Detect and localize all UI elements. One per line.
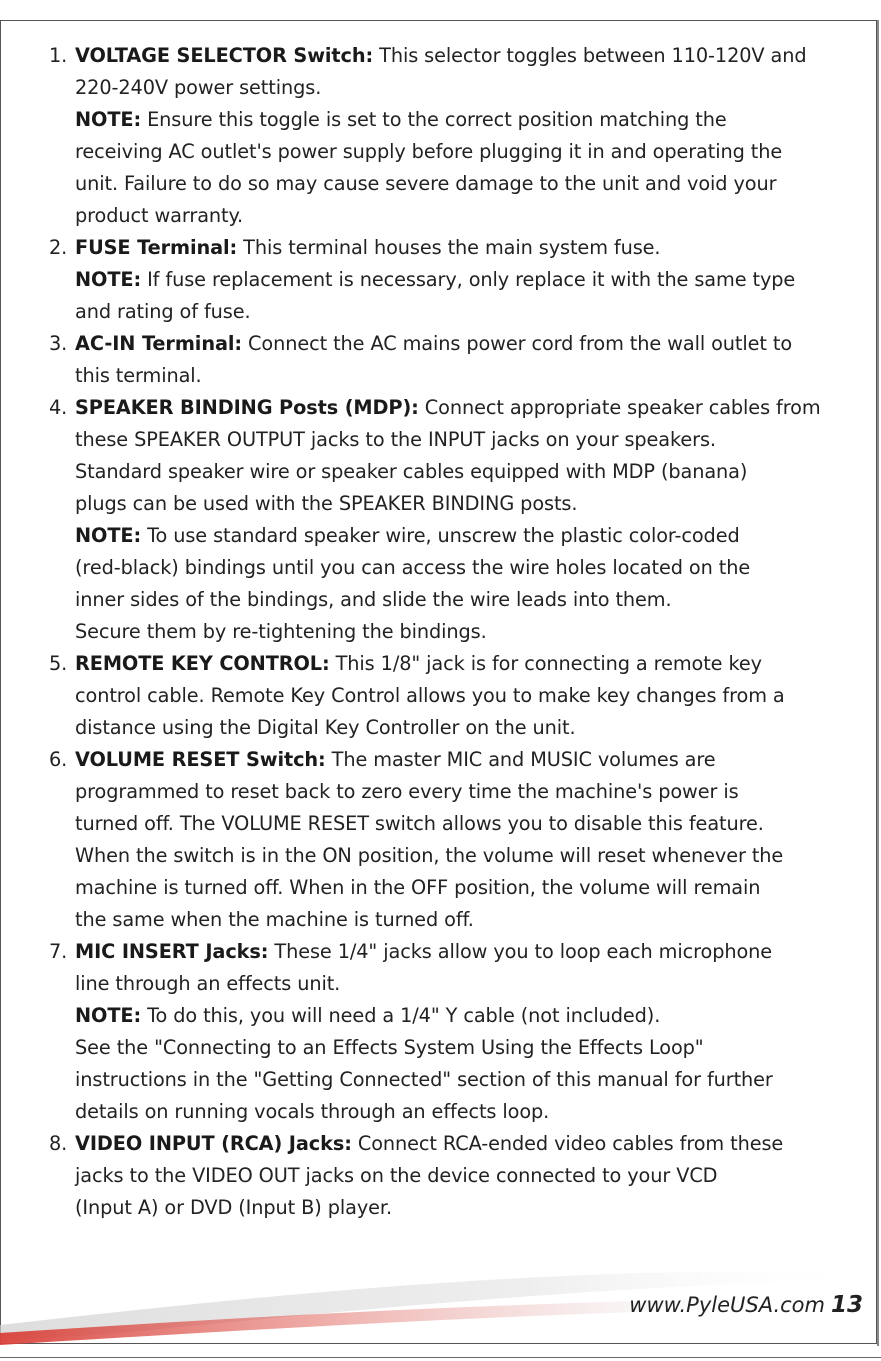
page-number: 13: [830, 1292, 863, 1318]
item-number: 3.: [49, 332, 68, 355]
list-item: [44, 936, 844, 1128]
item-heading: VOLTAGE SELECTOR Switch:: [75, 44, 374, 67]
item-text-line: Connect appropriate speaker cables from: [418, 396, 821, 419]
bottom-rule: [0, 1357, 881, 1358]
note-text-line: product warranty.: [75, 204, 244, 227]
frame-shadow: [877, 20, 879, 1346]
note-text-line: receiving AC outlet's power supply before plugging it in and operating the: [75, 140, 783, 163]
note: [75, 1000, 844, 1032]
item-number: 5.: [49, 652, 68, 675]
item-text-line: distance using the Digital Key Controller on the unit.: [75, 716, 576, 739]
note-text-line: To use standard speaker wire, unscrew the plastic color-coded: [141, 524, 740, 547]
item-heading: AC-IN Terminal:: [75, 332, 242, 355]
item-text-line: this terminal.: [75, 364, 202, 387]
list-item: [44, 744, 844, 936]
note-label: NOTE:: [75, 524, 142, 547]
item-text-line: control cable. Remote Key Control allows you to make key changes from a: [75, 684, 785, 707]
note-text-line: To do this, you will need a 1/4" Y cable (not included).: [141, 1004, 661, 1027]
item-text-line: Standard speaker wire or speaker cables equipped with MDP (banana): [75, 460, 748, 483]
item-text-line: details on running vocals through an effects loop.: [75, 1100, 550, 1123]
item-text-line: programmed to reset back to zero every time the machine's power is: [75, 780, 739, 803]
item-text-line: This selector toggles between 110-120V and: [373, 44, 807, 67]
note-text-line: (red-black) bindings until you can access the wire holes located on the: [75, 556, 751, 579]
item-heading: MIC INSERT Jacks:: [75, 940, 269, 963]
item-text-line: These 1/4" jacks allow you to loop each microphone: [268, 940, 773, 963]
note-text-line: inner sides of the bindings, and slide the wire leads into them.: [75, 588, 672, 611]
note-text-line: Secure them by re-tightening the bindings.: [75, 620, 487, 643]
item-text-line: instructions in the "Getting Connected" section of this manual for further: [75, 1068, 773, 1091]
item-text-line: turned off. The VOLUME RESET switch allows you to disable this feature.: [75, 812, 764, 835]
item-text-line: these SPEAKER OUTPUT jacks to the INPUT jacks on your speakers.: [75, 428, 716, 451]
item-text-line: When the switch is in the ON position, the volume will reset whenever the: [75, 844, 784, 867]
item-text-line: plugs can be used with the SPEAKER BINDING posts.: [75, 492, 578, 515]
list-item: [44, 1128, 844, 1224]
item-text-line: Connect RCA-ended video cables from these: [351, 1132, 784, 1155]
item-text-line: 220-240V power settings.: [75, 76, 322, 99]
item-text-line: The master MIC and MUSIC volumes are: [325, 748, 716, 771]
item-text-line: This terminal houses the main system fuse.: [237, 236, 661, 259]
item-text-line: machine is turned off. When in the OFF position, the volume will remain: [75, 876, 761, 899]
note-text-line: If fuse replacement is necessary, only replace it with the same type: [141, 268, 796, 291]
note-text-line: Ensure this toggle is set to the correct position matching the: [141, 108, 727, 131]
item-text-line: line through an effects unit.: [75, 972, 341, 995]
note-label: NOTE:: [75, 1004, 142, 1027]
item-heading: SPEAKER BINDING Posts (MDP):: [75, 396, 419, 419]
item-number: 8.: [49, 1132, 68, 1155]
item-number: 4.: [49, 396, 68, 419]
item-number: 6.: [49, 748, 68, 771]
note-label: NOTE:: [75, 108, 142, 131]
note: [75, 104, 844, 232]
item-text-line: the same when the machine is turned off.: [75, 908, 474, 931]
item-text-line: This 1/8" jack is for connecting a remote key: [329, 652, 762, 675]
page-content: [44, 40, 844, 1224]
item-text-line: jacks to the VIDEO OUT jacks on the device connected to your VCD: [75, 1164, 718, 1187]
note-text-line: unit. Failure to do so may cause severe damage to the unit and void your: [75, 172, 777, 195]
item-number: 2.: [49, 236, 68, 259]
note: [75, 520, 844, 648]
item-heading: VIDEO INPUT (RCA) Jacks:: [75, 1132, 352, 1155]
item-heading: FUSE Terminal:: [75, 236, 238, 259]
note-text-line: and rating of fuse.: [75, 300, 251, 323]
item-text-line: See the "Connecting to an Effects System Using the Effects Loop": [75, 1036, 704, 1059]
note: [75, 264, 844, 328]
list-item: [44, 328, 844, 392]
item-heading: VOLUME RESET Switch:: [75, 748, 326, 771]
item-number: 7.: [49, 940, 68, 963]
item-text-line: (Input A) or DVD (Input B) player.: [75, 1196, 392, 1219]
connector-list: [44, 40, 844, 1224]
list-item: [44, 232, 844, 328]
item-heading: REMOTE KEY CONTROL:: [75, 652, 330, 675]
list-item: [44, 648, 844, 744]
item-number: 1.: [49, 44, 68, 67]
note-label: NOTE:: [75, 268, 142, 291]
list-item: [44, 392, 844, 648]
page-footer: [629, 1292, 863, 1318]
list-item: [44, 40, 844, 232]
footer-url: www.PyleUSA.com: [629, 1293, 825, 1317]
item-text-line: Connect the AC mains power cord from the wall outlet to: [241, 332, 793, 355]
